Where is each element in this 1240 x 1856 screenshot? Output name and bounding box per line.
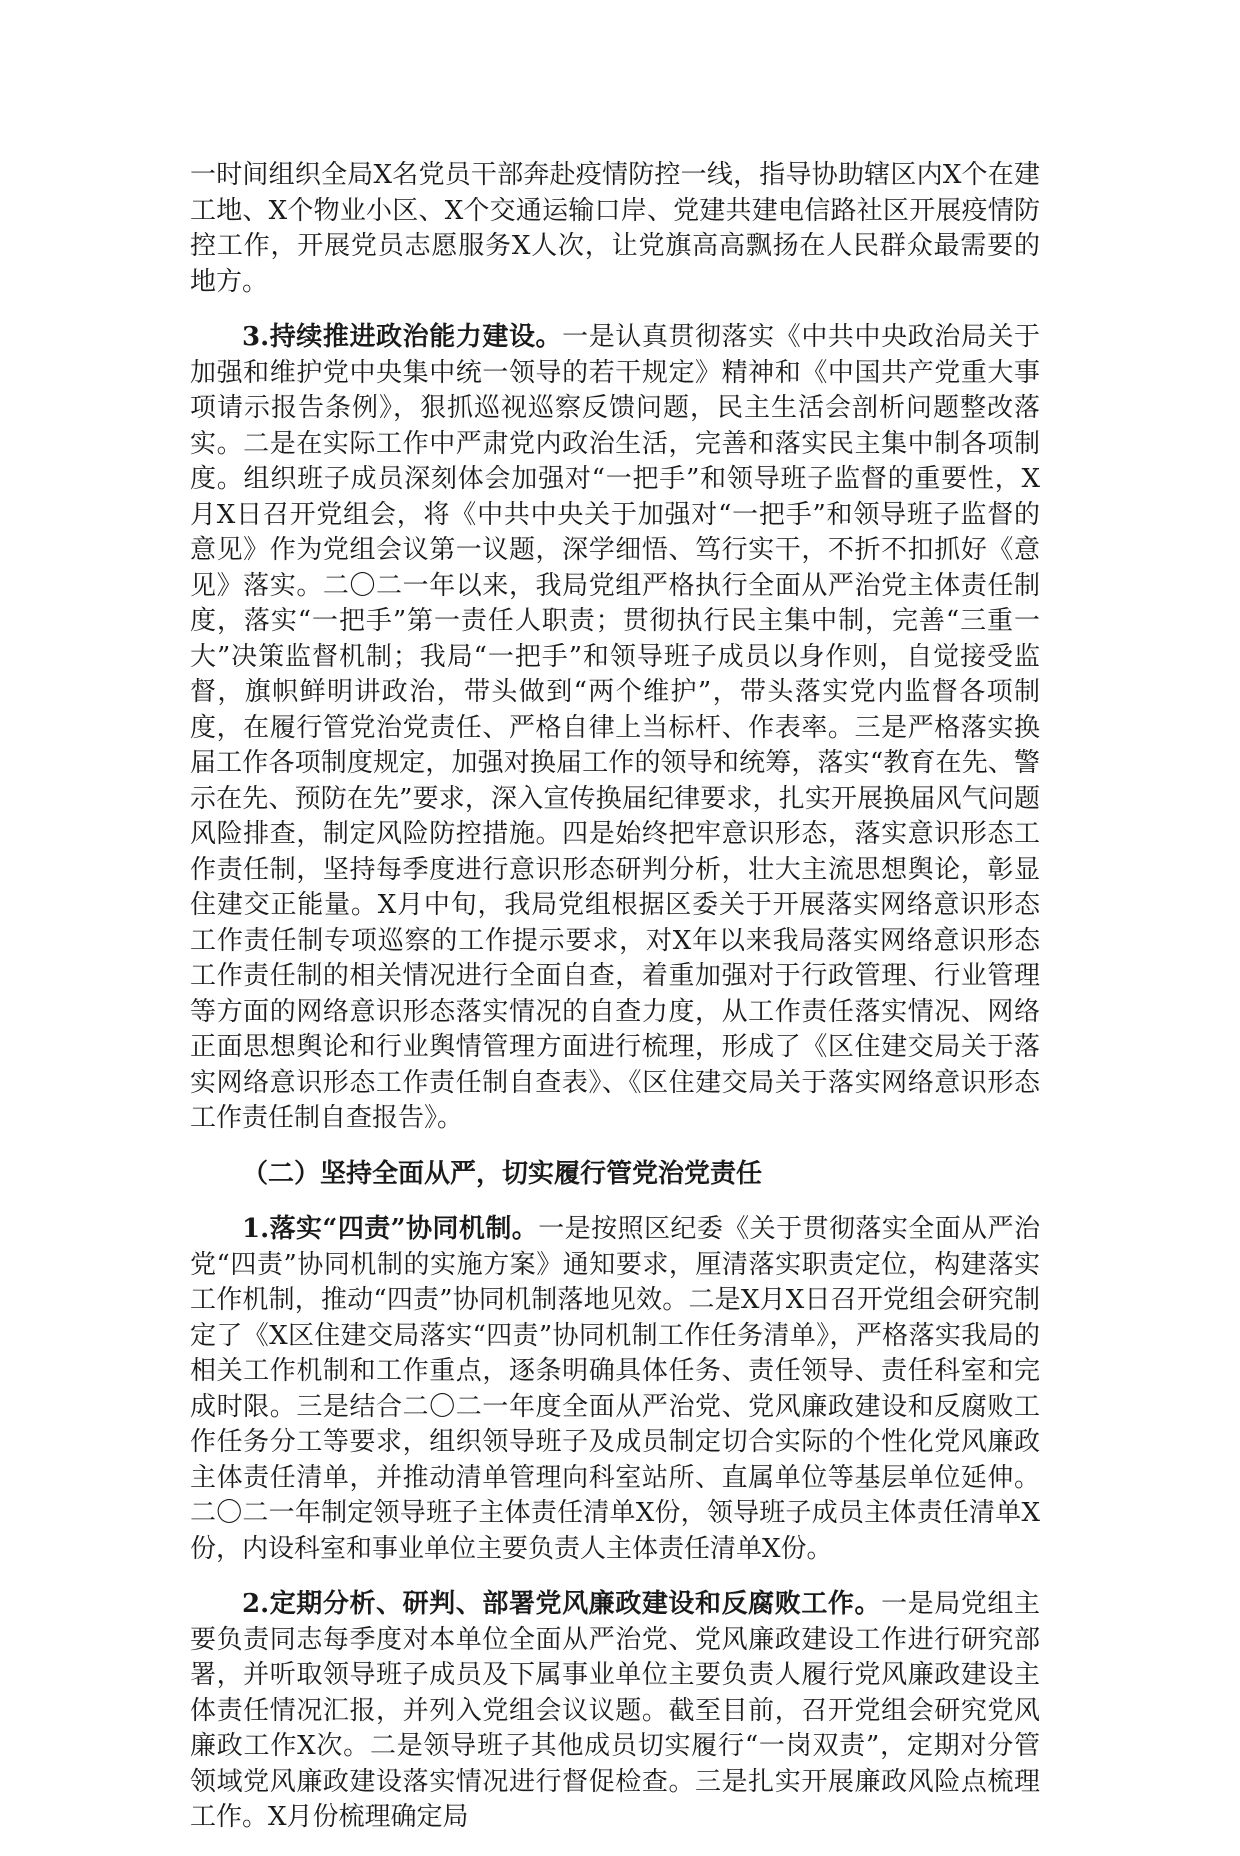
paragraph-four-duties <box>190 1212 1040 1567</box>
paragraph-text: 一是认真贯彻落实《中共中央政治局关于加强和维护党中央集中统一领导的若干规定》精神和《中国共产党重大事项请示报告条例》，狠抓巡视巡察反馈问题，民主生活会剖析问题整改落实。二是在实际工作中严肃党内政治生活，完善和落实民主集中制各项制度。组织班子成员深刻体会加强对“一把手”和领导班子监督的重要性，X月X日召开党组会，将《中共中央关于加强对“一把手”和领导班子监督的意见》作为党组会议第一议题，深学细悟、笃行实干，不折不扣抓好《意见》落实。二〇二一年以来，我局党组严格执行全面从严治党主体责任制度，落实“一把手”第一责任人职责；贯彻执行民主集中制，完善“三重一大”决策监督机制；我局“一把手”和领导班子成员以身作则，自觉接受监督，旗帜鲜明讲政治，带头做到“两个维护”，带头落实党内监督各项制度，在履行管党治党责任、严格自律上当标杆、作表率。三是严格落实换届工作各项制度规定，加强对换届工作的领导和统筹，落实“教育在先、警示在先、预防在先”要求，深入宣传换届纪律要求，扎实开展换届风气问题风险排查，制定风险防控措施。四是始终把牢意识形态，落实意识形态工作责任制，坚持每季度进行意识形态研判分析，壮大主流思想舆论，彰显住建交正能量。X月中旬，我局党组根据区委关于开展落实网络意识形态工作责任制专项巡察的工作提示要求，对X年以来我局落实网络意识形态工作责任制的相关情况进行全面自查，着重加强对于行政管理、行业管理等方面的网络意识形态落实情况的自查力度，从工作责任落实情况、网络正面思想舆论和行业舆情管理方面进行梳理，形成了《区住建交局关于落实网络意识形态工作责任制自查表》、《区住建交局关于落实网络意识形态工作责任制自查报告》。 <box>190 322 1040 1133</box>
paragraph-political-capacity <box>190 320 1040 1137</box>
document-body <box>190 158 1040 1856</box>
section-heading: （二）坚持全面从严，切实履行管党治党责任 <box>242 1158 763 1189</box>
paragraph-text: 一是按照区纪委《关于贯彻落实全面从严治党“四责”协同机制的实施方案》通知要求，厘清落实职责定位，构建落实工作机制，推动“四责”协同机制落地见效。二是X月X日召开党组会研究制定了《X区住建交局落实“四责”协同机制工作任务清单》，严格落实我局的相关工作机制和工作重点，逐条明确具体任务、责任领导、责任科室和完成时限。三是结合二〇二一年度全面从严治党、党风廉政建设和反腐败工作任务分工等要求，组织领导班子及成员制定切合实际的个性化党风廉政主体责任清单，并推动清单管理向科室站所、直属单位等基层单位延伸。二〇二一年制定领导班子主体责任清单X份，领导班子成员主体责任清单X份，内设科室和事业单位主要负责人主体责任清单X份。 <box>190 1214 1040 1564</box>
paragraph-lead: 2.定期分析、研判、部署党风廉政建设和反腐败工作。 <box>242 1589 882 1619</box>
paragraph-continuation <box>190 158 1040 300</box>
paragraph-text: 一是局党组主要负责同志每季度对本单位全面从严治党、党风廉政建设工作进行研究部署，并听取领导班子成员及下属事业单位主要负责人履行党风廉政建设主体责任情况汇报，并列入党组会议议题。截至目前，召开党组会研究党风廉政工作X次。二是领导班子其他成员切实履行“一岗双责”，定期对分管领域党风廉政建设落实情况进行督促检查。三是扎实开展廉政风险点梳理工作。X月份梳理确定局 <box>190 1589 1040 1832</box>
paragraph-lead: 1.落实“四责”协同机制。 <box>242 1214 539 1244</box>
paragraph-text: 一时间组织全局X名党员干部奔赴疫情防控一线，指导协助辖区内X个在建工地、X个物业小区、X个交通运输口岸、党建共建电信路社区开展疫情防控工作，开展党员志愿服务X人次，让党旗高高飘扬在人民群众最需要的地方。 <box>190 160 1040 297</box>
paragraph-lead: 3.持续推进政治能力建设。 <box>242 322 563 352</box>
paragraph-regular-analysis <box>190 1587 1040 1836</box>
